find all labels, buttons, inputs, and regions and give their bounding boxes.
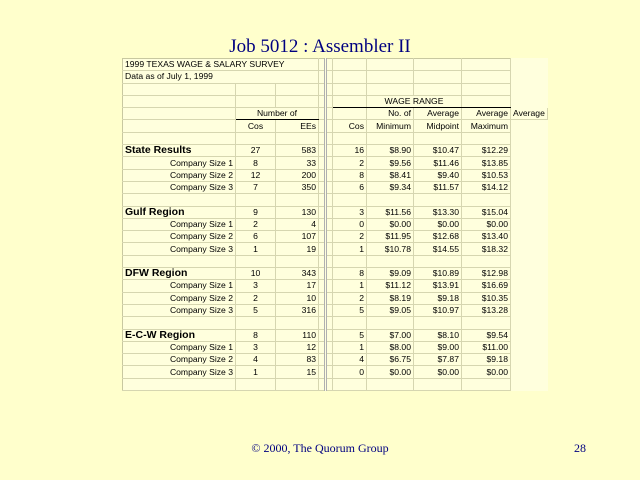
nocos-cell: 1 xyxy=(333,341,367,353)
nocos-cell: 1 xyxy=(333,243,367,255)
max-cell: $12.98 xyxy=(462,268,511,280)
max-cell: $13.85 xyxy=(462,157,511,169)
nocos-cell: 2 xyxy=(333,157,367,169)
ees-cell: 10 xyxy=(276,292,319,304)
min-cell: $11.56 xyxy=(367,206,414,218)
cos-cell: 8 xyxy=(236,329,276,341)
min-cell: $8.19 xyxy=(367,292,414,304)
row-label: Company Size 1 xyxy=(123,218,236,230)
slide-title: Job 5012 : Assembler II xyxy=(229,36,411,57)
ees-cell: 4 xyxy=(276,218,319,230)
min-cell: $9.05 xyxy=(367,304,414,316)
average-header: Average xyxy=(462,108,511,120)
minimum-header: Minimum xyxy=(367,120,414,132)
max-cell: $16.69 xyxy=(462,280,511,292)
min-cell: $10.78 xyxy=(367,243,414,255)
max-cell: $14.12 xyxy=(462,181,511,193)
company-size-row xyxy=(123,181,548,193)
nocos-cell: 8 xyxy=(333,268,367,280)
nocos-cell: 0 xyxy=(333,366,367,378)
cos-cell: 4 xyxy=(236,354,276,366)
mid-cell: $10.47 xyxy=(414,145,462,157)
row-label: DFW Region xyxy=(123,268,236,280)
wage-survey-table xyxy=(122,58,548,391)
mid-cell: $7.87 xyxy=(414,354,462,366)
row-label: Company Size 2 xyxy=(123,292,236,304)
mid-cell: $10.97 xyxy=(414,304,462,316)
row-label: Company Size 3 xyxy=(123,366,236,378)
company-size-row xyxy=(123,366,548,378)
company-size-row xyxy=(123,304,548,316)
ees-cell: 17 xyxy=(276,280,319,292)
survey-title: 1999 TEXAS WAGE & SALARY SURVEY xyxy=(123,59,319,71)
max-cell: $13.28 xyxy=(462,304,511,316)
max-cell: $0.00 xyxy=(462,366,511,378)
min-cell: $6.75 xyxy=(367,354,414,366)
company-size-row xyxy=(123,341,548,353)
max-cell: $15.04 xyxy=(462,206,511,218)
cos-header: Cos xyxy=(333,120,367,132)
min-cell: $0.00 xyxy=(367,218,414,230)
mid-cell: $9.40 xyxy=(414,169,462,181)
ees-cell: 583 xyxy=(276,145,319,157)
mid-cell: $11.57 xyxy=(414,181,462,193)
max-cell: $12.29 xyxy=(462,145,511,157)
nocos-cell: 5 xyxy=(333,304,367,316)
company-size-row xyxy=(123,243,548,255)
min-cell: $11.95 xyxy=(367,231,414,243)
mid-cell: $14.55 xyxy=(414,243,462,255)
ees-cell: 107 xyxy=(276,231,319,243)
min-cell: $8.00 xyxy=(367,341,414,353)
nocos-cell: 4 xyxy=(333,354,367,366)
region-row xyxy=(123,145,548,157)
max-cell: $9.54 xyxy=(462,329,511,341)
cos-cell: 1 xyxy=(236,366,276,378)
company-size-row xyxy=(123,280,548,292)
ees-cell: 15 xyxy=(276,366,319,378)
row-label: Company Size 1 xyxy=(123,157,236,169)
ees-cell: 130 xyxy=(276,206,319,218)
nocos-cell: 16 xyxy=(333,145,367,157)
row-label: Company Size 1 xyxy=(123,341,236,353)
ees-cell: 316 xyxy=(276,304,319,316)
row-label: Company Size 2 xyxy=(123,169,236,181)
maximum-header: Maximum xyxy=(462,120,511,132)
max-cell: $13.40 xyxy=(462,231,511,243)
ees-header: EEs xyxy=(276,120,319,132)
cos-cell: 1 xyxy=(236,243,276,255)
max-cell: $10.35 xyxy=(462,292,511,304)
cos-cell: 9 xyxy=(236,206,276,218)
min-cell: $8.41 xyxy=(367,169,414,181)
region-row xyxy=(123,329,548,341)
mid-cell: $0.00 xyxy=(414,366,462,378)
page-number: 28 xyxy=(574,441,586,455)
company-size-row xyxy=(123,354,548,366)
min-cell: $8.90 xyxy=(367,145,414,157)
cos-cell: 7 xyxy=(236,181,276,193)
region-row xyxy=(123,206,548,218)
min-cell: $11.12 xyxy=(367,280,414,292)
cos-cell: 6 xyxy=(236,231,276,243)
mid-cell: $13.30 xyxy=(414,206,462,218)
mid-cell: $9.18 xyxy=(414,292,462,304)
survey-date: Data as of July 1, 1999 xyxy=(123,71,319,83)
cos-cell: 2 xyxy=(236,292,276,304)
wage-range-header: WAGE RANGE xyxy=(367,95,462,107)
cos-cell: 2 xyxy=(236,218,276,230)
nocos-cell: 8 xyxy=(333,169,367,181)
min-cell: $9.34 xyxy=(367,181,414,193)
ees-cell: 350 xyxy=(276,181,319,193)
nocos-cell: 6 xyxy=(333,181,367,193)
region-row xyxy=(123,268,548,280)
ees-cell: 12 xyxy=(276,341,319,353)
mid-cell: $11.46 xyxy=(414,157,462,169)
max-cell: $18.32 xyxy=(462,243,511,255)
nocos-cell: 2 xyxy=(333,292,367,304)
max-cell: $9.18 xyxy=(462,354,511,366)
row-label: Company Size 3 xyxy=(123,304,236,316)
row-label: State Results xyxy=(123,145,236,157)
company-size-row xyxy=(123,292,548,304)
mid-cell: $10.89 xyxy=(414,268,462,280)
row-label: Company Size 2 xyxy=(123,231,236,243)
min-cell: $7.00 xyxy=(367,329,414,341)
ees-cell: 83 xyxy=(276,354,319,366)
nocos-cell: 0 xyxy=(333,218,367,230)
ees-cell: 19 xyxy=(276,243,319,255)
no-of-header: No. of xyxy=(367,108,414,120)
row-label: Company Size 1 xyxy=(123,280,236,292)
mid-cell: $8.10 xyxy=(414,329,462,341)
cos-cell: 8 xyxy=(236,157,276,169)
cos-cell: 12 xyxy=(236,169,276,181)
cos-cell: 3 xyxy=(236,280,276,292)
copyright-footer: © 2000, The Quorum Group xyxy=(251,441,389,455)
nocos-cell: 2 xyxy=(333,231,367,243)
cos-cell: 27 xyxy=(236,145,276,157)
mid-cell: $9.00 xyxy=(414,341,462,353)
row-label: Company Size 2 xyxy=(123,354,236,366)
mid-cell: $13.91 xyxy=(414,280,462,292)
ees-cell: 343 xyxy=(276,268,319,280)
nocos-cell: 5 xyxy=(333,329,367,341)
min-cell: $0.00 xyxy=(367,366,414,378)
mid-cell: $0.00 xyxy=(414,218,462,230)
company-size-row xyxy=(123,218,548,230)
company-size-row xyxy=(123,231,548,243)
min-cell: $9.56 xyxy=(367,157,414,169)
row-label: Gulf Region xyxy=(123,206,236,218)
company-size-row xyxy=(123,157,548,169)
min-cell: $9.09 xyxy=(367,268,414,280)
row-label: Company Size 3 xyxy=(123,243,236,255)
nocos-cell: 3 xyxy=(333,206,367,218)
max-cell: $0.00 xyxy=(462,218,511,230)
max-cell: $10.53 xyxy=(462,169,511,181)
mid-cell: $12.68 xyxy=(414,231,462,243)
ees-cell: 200 xyxy=(276,169,319,181)
ees-cell: 33 xyxy=(276,157,319,169)
cos-cell: 10 xyxy=(236,268,276,280)
row-label: E-C-W Region xyxy=(123,329,236,341)
ees-cell: 110 xyxy=(276,329,319,341)
number-of-header: Number of xyxy=(236,108,319,120)
midpoint-header: Midpoint xyxy=(414,120,462,132)
average-header: Average xyxy=(414,108,462,120)
cos-cell: 5 xyxy=(236,304,276,316)
nocos-cell: 1 xyxy=(333,280,367,292)
max-cell: $11.00 xyxy=(462,341,511,353)
cos-cell: 3 xyxy=(236,341,276,353)
average-header: Average xyxy=(511,108,548,120)
cos-header: Cos xyxy=(236,120,276,132)
company-size-row xyxy=(123,169,548,181)
row-label: Company Size 3 xyxy=(123,181,236,193)
